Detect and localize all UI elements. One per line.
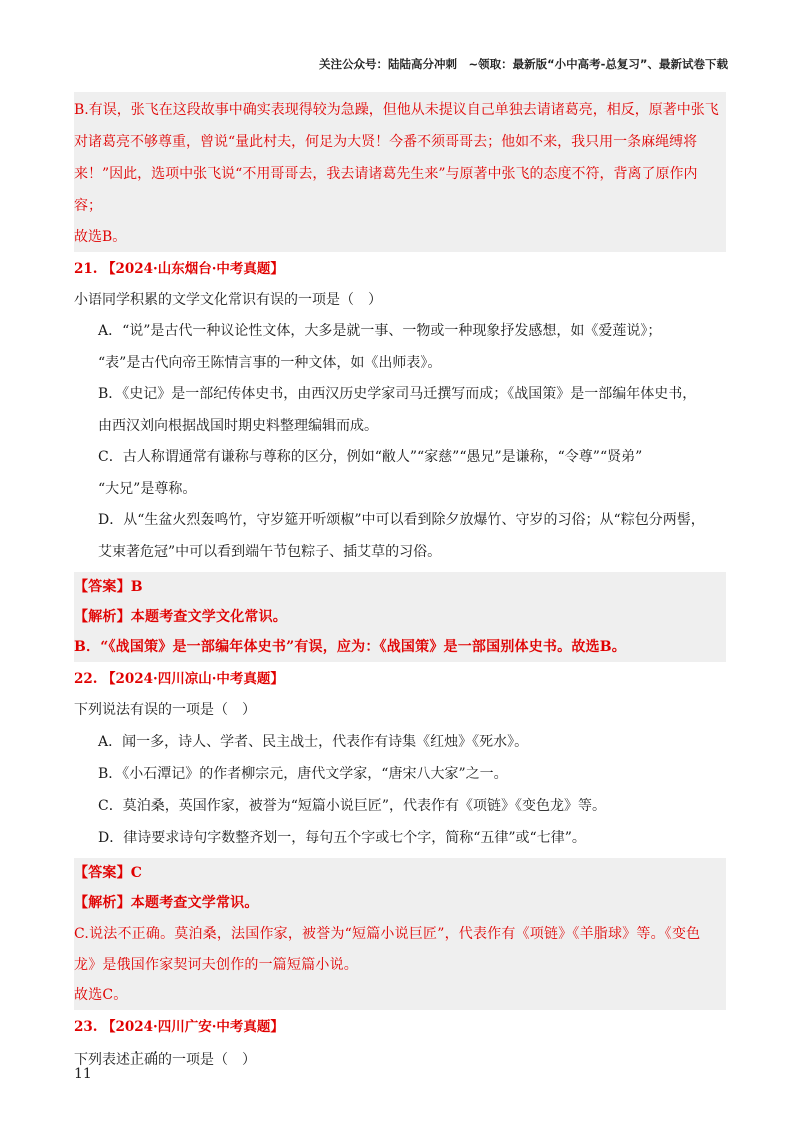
option-d: D．律诗要求诗句字数整齐划一，每句五个字或七个字，简称“五律”或“七律”。	[98, 830, 586, 846]
answer-22-block	[74, 858, 726, 1010]
option-b: B．《史记》是一部纪传体史书，由西汉历史学家司马迁撰写而成；《战国策》是一部编年体史书，	[98, 386, 697, 402]
stem-text: 的一项是（ ）	[158, 1052, 256, 1068]
question-22-header	[74, 664, 726, 694]
analysis-detail: B．“《战国策》是一部编年体史书”有误，应为：《战国策》是一部国别体史书。故选B。	[74, 639, 626, 655]
question-21-header	[74, 254, 726, 284]
question-source: 【2024·四川凉山·中考真题】	[101, 671, 284, 687]
option-c: C．莫泊桑，英国作家，被誉为“短篇小说巨匠”，代表作有《项链》《变色龙》等。	[98, 798, 607, 814]
question-21-stem: 小语同学积累的文学文化常识有误的一项是（ ）	[74, 292, 382, 308]
question-number: 21.	[74, 261, 98, 277]
question-number: 22.	[74, 671, 98, 687]
analysis: 【解析】本题考查文学文化常识。	[74, 609, 287, 625]
prev-explanation	[74, 92, 726, 252]
question-23-stem	[74, 1042, 726, 1074]
question-22-stem: 下列说法有误的一项是（ ）	[74, 702, 256, 718]
option-a-cont: “表”是古代向帝王陈情言事的一种文体，如《出师表》。	[98, 354, 442, 371]
analysis: 【解析】本题考查文学常识。	[74, 895, 259, 911]
conclusion: 故选C。	[74, 987, 128, 1003]
option-d-cont: 艾束著危冠”中可以看到端午节包粽子、插艾草的习俗。	[98, 543, 442, 560]
answer: 【答案】C	[74, 865, 143, 881]
option-c: C．古人称谓通常有谦称与尊称的区分，例如“敝人”“家慈”“愚兄”是谦称，“令尊”“贤弟”	[98, 449, 643, 465]
page-header: 关注公众号：陆陆高分冲刺 ~领取：最新版“小中高考-总复习”、最新试卷下载	[318, 57, 728, 71]
option-d: D．从“生盆火烈轰鸣竹，守岁筵开听颂椒”中可以看到除夕放爆竹、守岁的习俗；从“粽包分两髻，	[98, 512, 705, 528]
answer-21-block	[74, 572, 726, 662]
prev-conclusion: 故选B。	[74, 229, 127, 245]
page-content	[74, 92, 726, 1074]
page-number: 11	[74, 1066, 92, 1082]
question-source: 【2024·四川广安·中考真题】	[101, 1019, 284, 1035]
prev-explanation-line: B.有误，张飞在这段故事中确实表现得较为急躁，但他从未提议自己单独去请诸葛亮，相反，原著中张飞	[74, 102, 719, 118]
analysis-detail: 龙》是俄国作家契诃夫创作的一篇短篇小说。	[74, 957, 358, 973]
emphasized-word: · · 正确	[130, 1052, 158, 1068]
question-source: 【2024·山东烟台·中考真题】	[101, 261, 284, 277]
prev-explanation-line: 来！”因此，选项中张飞说“不用哥哥去，我去请诸葛先生来”与原著中张飞的态度不符，背离了原作内	[74, 166, 698, 182]
option-a: A．“说”是古代一种议论性文体，大多是就一事、一物或一种现象抒发感想，如《爱莲说》；	[98, 323, 662, 339]
stem-text: 下列表述	[74, 1052, 130, 1068]
option-a: A．闻一多，诗人、学者、民主战士，代表作有诗集《红烛》《死水》。	[98, 734, 529, 750]
question-23-header	[74, 1012, 726, 1042]
option-b-cont: 由西汉刘向根据战国时期史料整理编辑而成。	[98, 417, 378, 434]
prev-explanation-line: 对诸葛亮不够尊重，曾说“量此村夫，何足为大贤！今番不须哥哥去；他如不来，我只用一条麻绳缚将	[74, 134, 698, 150]
option-c-cont: “大兄”是尊称。	[98, 480, 197, 497]
question-number: 23.	[74, 1019, 98, 1035]
option-b: B．《小石潭记》的作者柳宗元，唐代文学家，“唐宋八大家”之一。	[98, 766, 508, 782]
prev-explanation-line: 容；	[74, 198, 102, 214]
answer: 【答案】B	[74, 579, 143, 595]
analysis-detail: C.说法不正确。莫泊桑，法国作家，被誉为“短篇小说巨匠”，代表作有《项链》《羊脂球》等。《变色	[74, 926, 701, 942]
